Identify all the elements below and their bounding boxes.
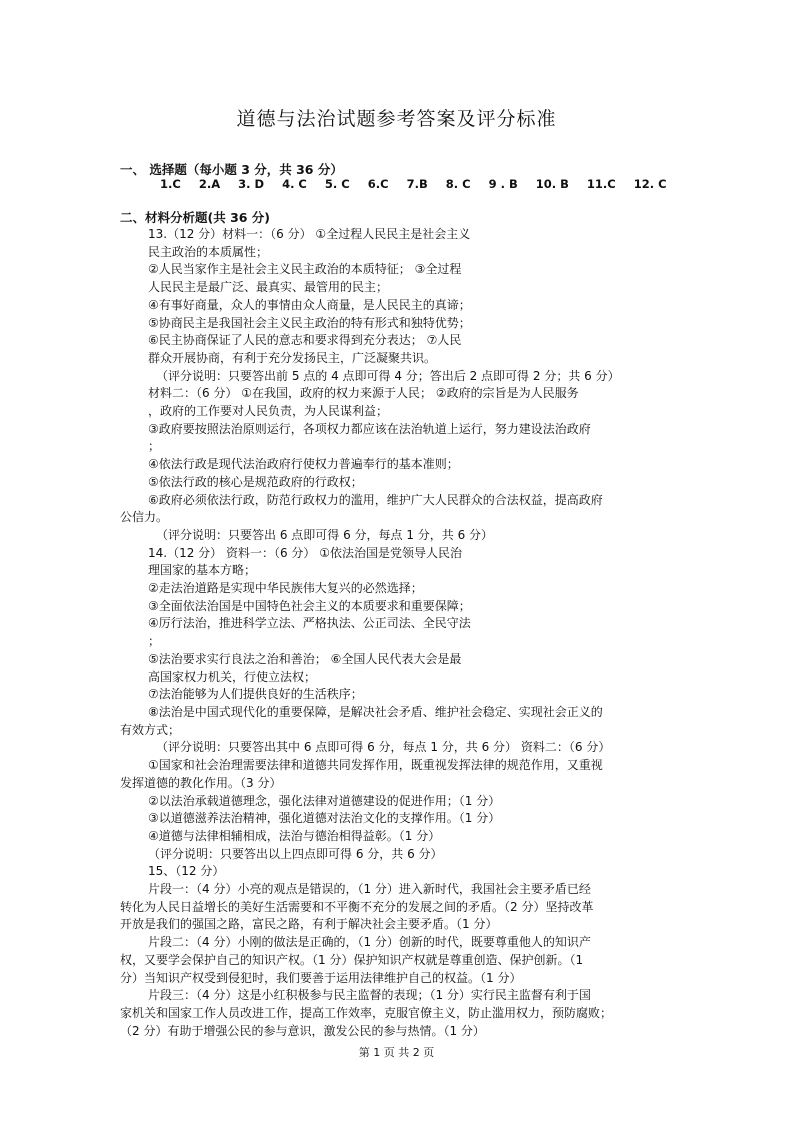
text-line: 理国家的基本方略； (148, 563, 257, 578)
section-2-heading: 二、材料分析题(共 36 分) (120, 210, 271, 225)
answer-item: 6.C (367, 177, 389, 191)
text-line: 13.（12 分）材料一：（6 分） ①全过程人民民主是社会主义 (148, 227, 471, 241)
section-1-heading: 一、 选择题（每小题 3 分，共 36 分） (120, 162, 343, 177)
text-line: 分）当知识产权受到侵犯时，我们要善于运用法律维护自己的权益。（1 分） (120, 970, 522, 985)
text-line: 人民民主是最广泛、最真实、最管用的民主； (148, 280, 389, 295)
text-line: 片段三：（4 分）这是小红积极参与民主监督的表现；（1 分）实行民主监督有利于国 (148, 988, 591, 1003)
scoring-note: （评分说明：只要答出前 5 点的 4 点即可得 4 分；答出后 2 点即可得 2 分；共 6 分） (156, 368, 620, 383)
text-line: 公信力。 (120, 510, 169, 525)
text-line: 权，又要学会保护自己的知识产权。（1 分）保护知识产权就是尊重创造、保护创新。（1 (120, 952, 584, 967)
answer-item: 1.C (160, 177, 181, 191)
text-line: 有效方式； (120, 722, 181, 737)
text-line: 高国家权力机关，行使立法权； (148, 669, 317, 684)
scoring-note: （评分说明：只要答出 6 点即可得 6 分，每点 1 分，共 6 分） (156, 527, 494, 542)
text-line: ②以法治承载道德理念，强化法律对道德建设的促进作用；（1 分） (148, 793, 501, 808)
text-line: ⑧法治是中国式现代化的重要保障，是解决社会矛盾、维护社会稳定、实现社会正义的 (148, 704, 603, 719)
page-footer: 第 1 页 共 2 页 (358, 1046, 435, 1059)
text-line: ④厉行法治，推进科学立法、严格执法、公正司法、全民守法 (148, 616, 471, 631)
answer-item: 11.C (586, 177, 616, 191)
text-line: ； (148, 634, 161, 649)
text-line: 家机关和国家工作人员改进工作，提高工作效率，克服官僚主义，防止滥用权力，预防腐败； (120, 1005, 613, 1020)
page-title: 道德与法治试题参考答案及评分标准 (236, 108, 557, 130)
text-line: （2 分）有助于增强公民的参与意识，激发公民的参与热情。（1 分） (120, 1023, 485, 1038)
section-2-body (120, 226, 675, 1040)
text-line: 片段二：（4 分）小刚的做法是正确的，（1 分）创新的时代，既要尊重他人的知识产 (148, 935, 591, 950)
text-line: 转化为人民日益增长的美好生活需要和不平衡不充分的发展之间的矛盾。（2 分）坚持改革 (120, 899, 594, 914)
answer-item: 3. D (238, 177, 265, 191)
scoring-note: （评分说明：只要答出以上四点即可得 6 分，共 6 分） (148, 846, 443, 861)
text-line: ②走法治道路是实现中华民族伟大复兴的必然选择； (148, 581, 423, 596)
answer-item: 5. C (324, 177, 350, 191)
text-line: ，政府的工作要对人民负责，为人民谋利益； (148, 404, 389, 419)
text-line: ⑤法治要求实行良法之治和善治； ⑥全国人民代表大会是最 (148, 651, 462, 666)
answer-item: 7.B (406, 177, 428, 191)
answer-item: 12. C (633, 177, 667, 191)
answer-row (160, 177, 681, 191)
text-line: 材料二：（6 分） ①在我国，政府的权力来源于人民； ②政府的宗旨是为人民服务 (148, 386, 579, 401)
text-line: ⑤依法行政的核心是规范政府的行政权； (148, 474, 363, 489)
answer-item: 9 . B (488, 177, 518, 191)
text-line: 14.（12 分） 资料一：（6 分） ①依法治国是党领导人民治 (148, 545, 463, 560)
text-line: 15、（12 分） (148, 864, 225, 879)
text-line: ①国家和社会治理需要法律和道德共同发挥作用，既重视发挥法律的规范作用，又重视 (148, 758, 603, 773)
text-line: 民主政治的本质属性； (148, 244, 269, 259)
answer-item: 10. B (535, 177, 569, 191)
text-line: ②人民当家作主是社会主义民主政治的本质特征； ③全过程 (148, 262, 462, 277)
text-line: 片段一：（4 分）小亮的观点是错误的，（1 分）进入新时代，我国社会主要矛盾已经 (148, 882, 591, 897)
text-line: ⑥政府必须依法行政，防范行政权力的滥用，维护广大人民群众的合法权益，提高政府 (148, 492, 603, 507)
text-line: ⑤协商民主是我国社会主义民主政治的特有形式和独特优势； (148, 315, 471, 330)
answer-item: 4. C (282, 177, 307, 191)
text-line: ⑥民主协商保证了人民的意志和要求得到充分表达； ⑦人民 (148, 333, 462, 348)
text-line: 发挥道德的教化作用。（3 分） (120, 775, 282, 790)
text-line: ③政府要按照法治原则运行，各项权力都应该在法治轨道上运行，努力建设法治政府 (148, 421, 591, 436)
text-line: 群众开展协商，有利于充分发扬民主，广泛凝聚共识。 (148, 350, 437, 365)
text-line: ④依法行政是现代法治政府行使权力普遍奉行的基本准则； (148, 457, 459, 472)
text-line: ③全面依法治国是中国特色社会主义的本质要求和重要保障； (148, 598, 471, 613)
text-line: ⑦法治能够为人们提供良好的生活秩序； (148, 687, 363, 702)
answer-item: 2.A (198, 177, 221, 191)
text-line: 开放是我们的强国之路，富民之路，有利于解决社会主要矛盾。（1 分） (120, 917, 498, 932)
text-line: ； (148, 439, 161, 454)
scoring-note: （评分说明：只要答出其中 6 点即可得 6 分，每点 1 分，共 6 分） 资料二：（6 分） (156, 740, 611, 755)
text-line: ④有事好商量，众人的事情由众人商量，是人民民主的真谛； (148, 297, 471, 312)
text-line: ③以道德滋养法治精神，强化道德对法治文化的支撑作用。（1 分） (148, 811, 501, 826)
text-line: ④道德与法律相辅相成，法治与德治相得益彰。（1 分） (148, 828, 441, 843)
answer-item: 8. C (445, 177, 471, 191)
